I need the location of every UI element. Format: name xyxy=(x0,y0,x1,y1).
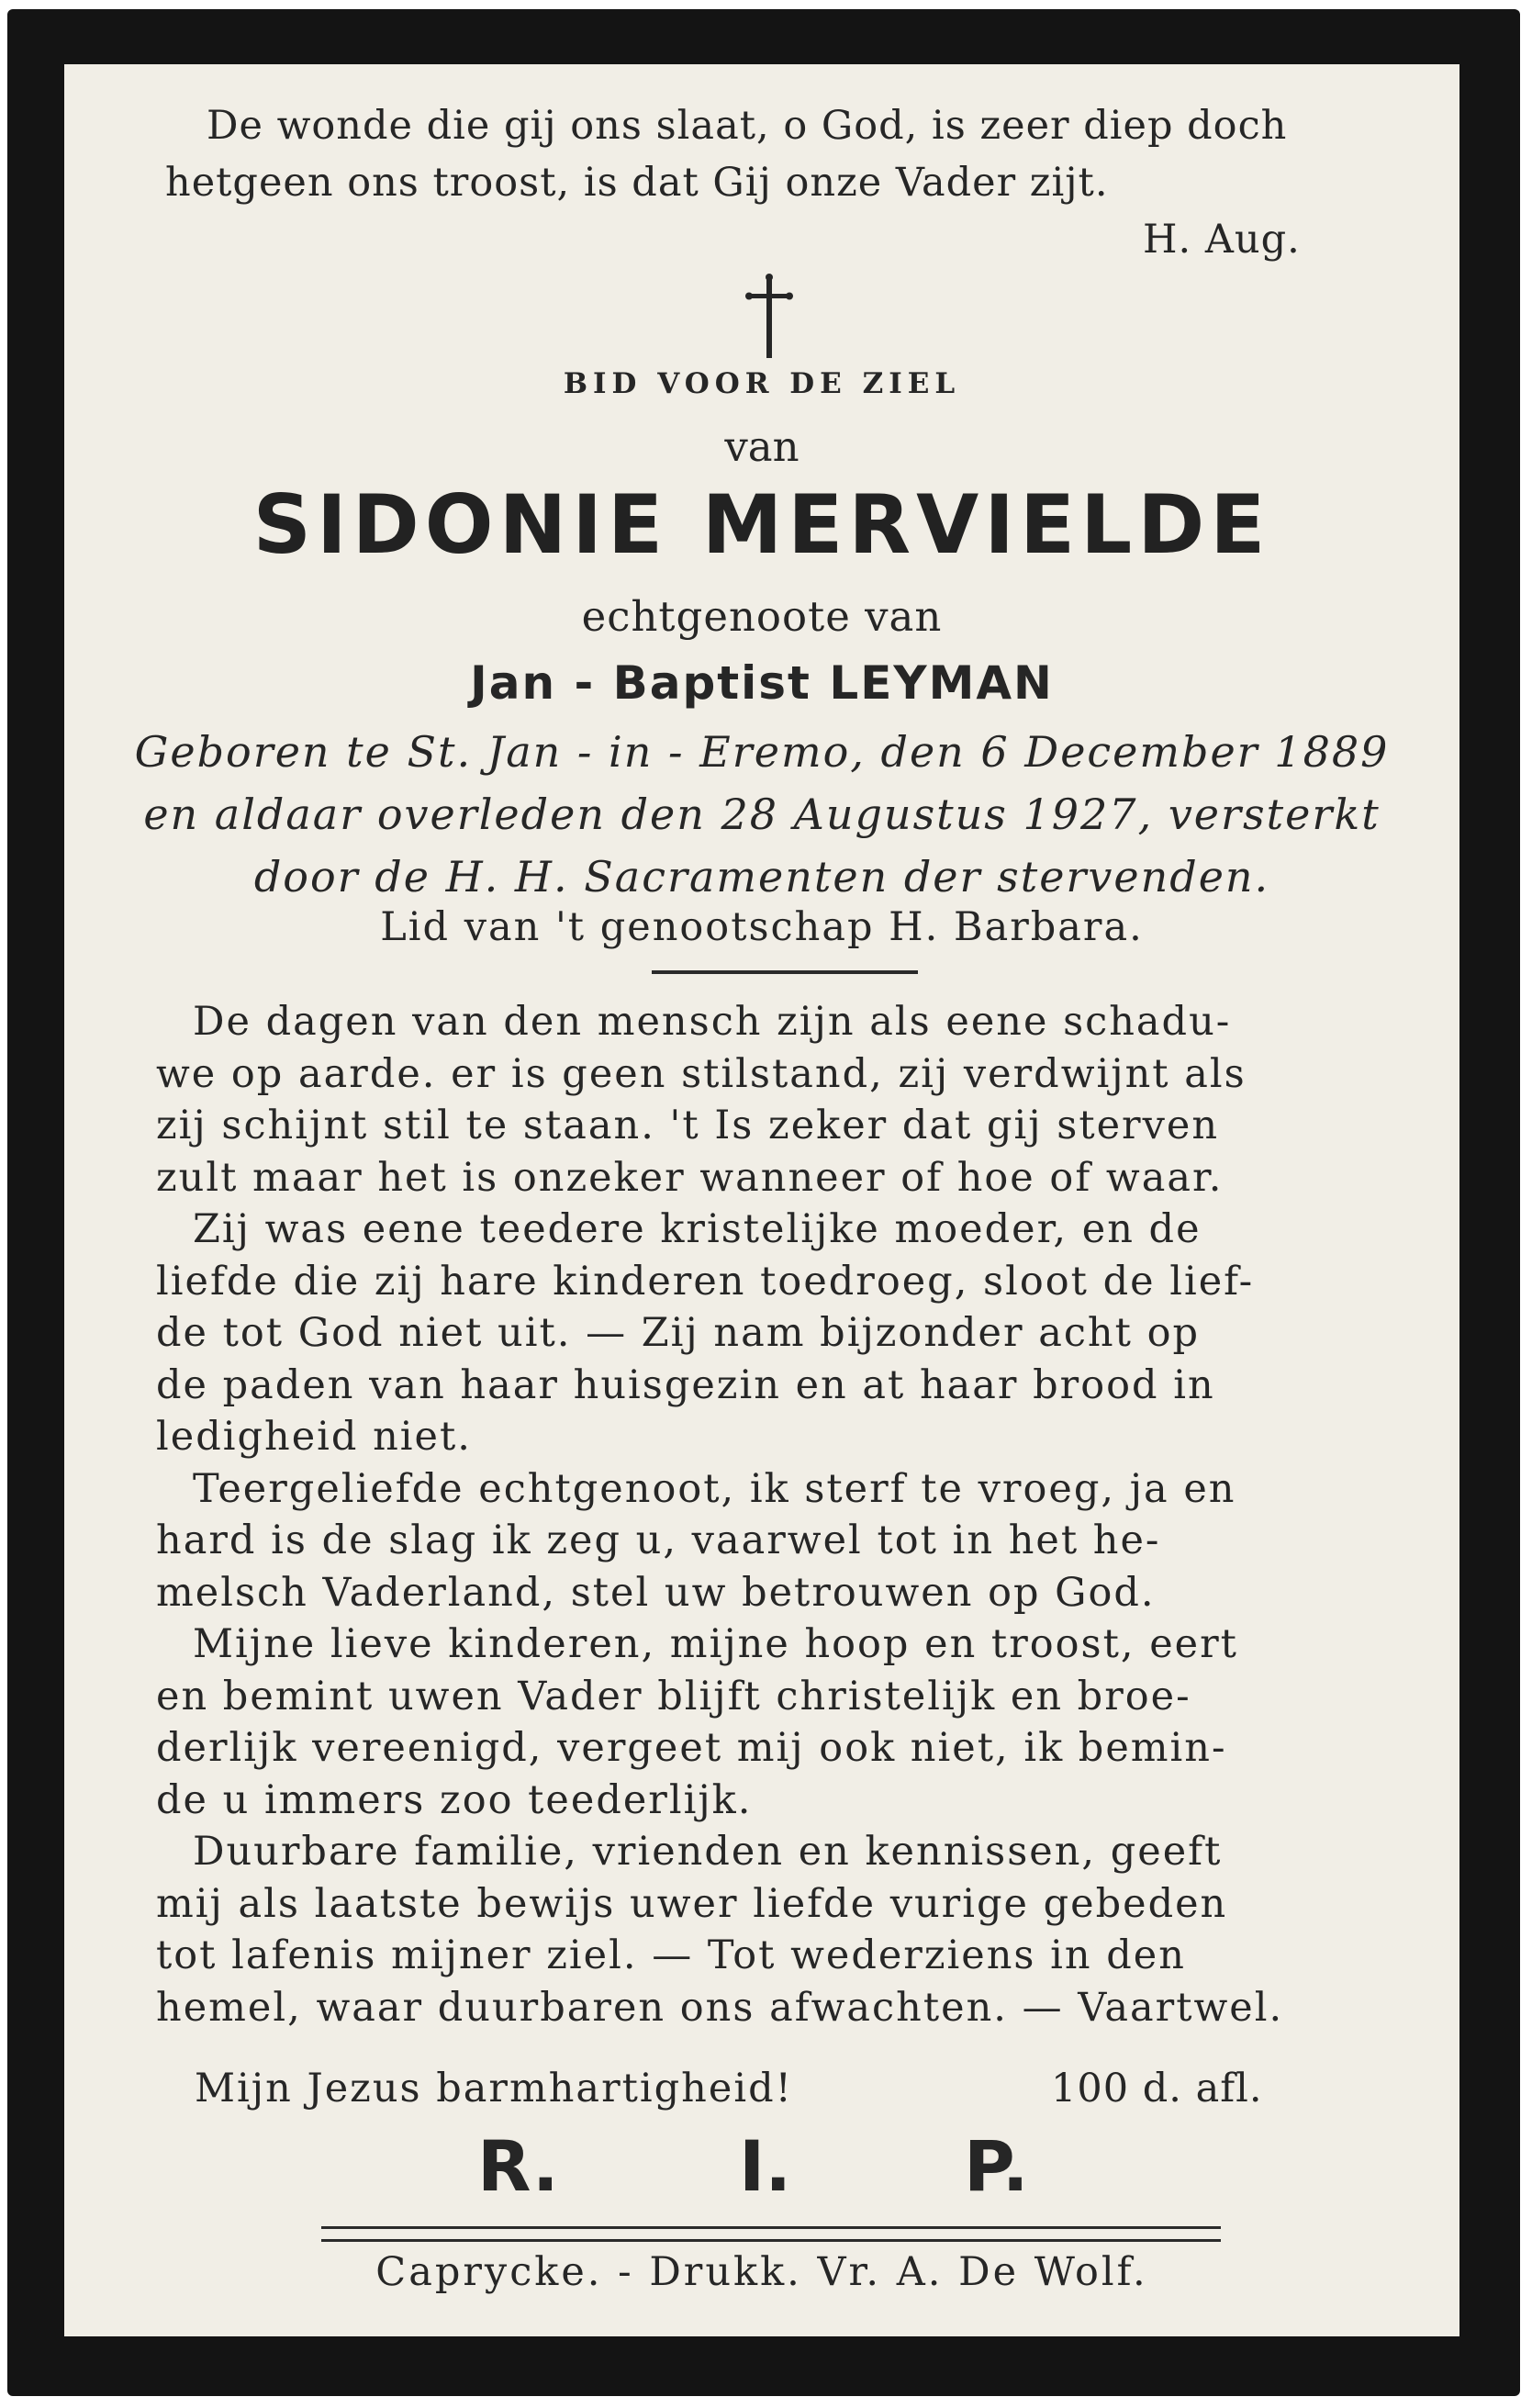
body-line: mij als laatste bewijs uwer liefde vurige gebeden xyxy=(156,1880,1228,1927)
body-line: liefde die zij hare kinderen toedroeg, sloot de lief- xyxy=(156,1258,1255,1305)
body-line: de tot God niet uit. — Zij nam bijzonder acht op xyxy=(156,1310,1200,1356)
spouse-of-label: echtgenoote van xyxy=(581,592,943,641)
spouse-name: Jan - Baptist LEYMAN xyxy=(470,656,1054,710)
body-line: hemel, waar duurbaren ons afwachten. — Vaartwel. xyxy=(156,1984,1284,2031)
deceased-name: SIDONIE MERVIELDE xyxy=(252,477,1271,572)
body-line: zij schijnt stil te staan. 't Is zeker dat gij sterven xyxy=(156,1103,1220,1148)
body-line: Duurbare familie, vrienden en kennissen, geeft xyxy=(193,1829,1223,1875)
quote-attribution: H. Aug. xyxy=(1143,217,1301,263)
body-line: De dagen van den mensch zijn als eene schadu- xyxy=(193,999,1232,1045)
body-line: de u immers zoo teederlijk. xyxy=(156,1776,753,1823)
birth-death-details xyxy=(92,721,1432,908)
membership-line: Lid van 't genootschap H. Barbara. xyxy=(380,904,1144,950)
quote-line: De wonde die gij ons slaat, o God, is zeer diep doch xyxy=(207,103,1288,149)
body-line: en bemint uwen Vader blijft christelijk en broe- xyxy=(156,1673,1191,1719)
body-line: Zij was eene teedere kristelijke moeder, en de xyxy=(193,1206,1202,1252)
opening-quote xyxy=(165,97,1469,268)
card-inner-panel xyxy=(64,64,1459,2336)
of-word: van xyxy=(724,422,800,471)
divider-rule xyxy=(652,970,918,974)
details-line: en aldaar overleden den 28 Augustus 1927, versterkt xyxy=(143,790,1381,839)
body-line: de paden van haar huisgezin en at haar brood in xyxy=(156,1361,1215,1408)
body-line: Mijne lieve kinderen, mijne hoop en troost, eert xyxy=(193,1621,1238,1667)
printer-imprint: Caprycke. - Drukk. Vr. A. De Wolf. xyxy=(375,2249,1148,2295)
rip-letter: P. xyxy=(964,2125,1029,2207)
rip-letter: R. xyxy=(477,2125,559,2207)
body-line: zult maar het is onzeker wanneer of hoe of waar. xyxy=(156,1154,1224,1201)
memorial-card xyxy=(7,9,1520,2396)
body-line: hard is de slag ik zeg u, vaarwel tot in het he- xyxy=(156,1518,1161,1563)
pray-for-heading: BID VOOR DE ZIEL xyxy=(563,367,961,400)
body-line: ledigheid niet. xyxy=(156,1414,472,1460)
closing-prayer: Mijn Jezus barmhartigheid! xyxy=(195,2066,793,2111)
quote-line: hetgeen ons troost, is dat Gij onze Vader zijt. xyxy=(165,160,1109,206)
body-line: we op aarde. er is geen stilstand, zij verdwijnt als xyxy=(156,1050,1247,1097)
body-line: derlijk vereenigd, vergeet mij ook niet, ik bemin- xyxy=(156,1725,1227,1771)
indulgence-note: 100 d. afl. xyxy=(1051,2066,1263,2111)
rip-letter: I. xyxy=(739,2125,792,2207)
details-line: door de H. H. Sacramenten der stervenden. xyxy=(253,852,1270,902)
body-line: tot lafenis mijner ziel. — Tot wederziens in den xyxy=(156,1932,1186,1978)
details-line: Geboren te St. Jan - in - Eremo, den 6 December 1889 xyxy=(134,727,1390,777)
body-line: Teergeliefde echtgenoot, ik sterf te vroeg, ja en xyxy=(193,1465,1236,1512)
body-line: melsch Vaderland, stel uw betrouwen op God. xyxy=(156,1569,1156,1616)
footer-rule xyxy=(321,2226,1221,2242)
cross-icon xyxy=(742,272,797,364)
body-text xyxy=(156,996,1441,2033)
